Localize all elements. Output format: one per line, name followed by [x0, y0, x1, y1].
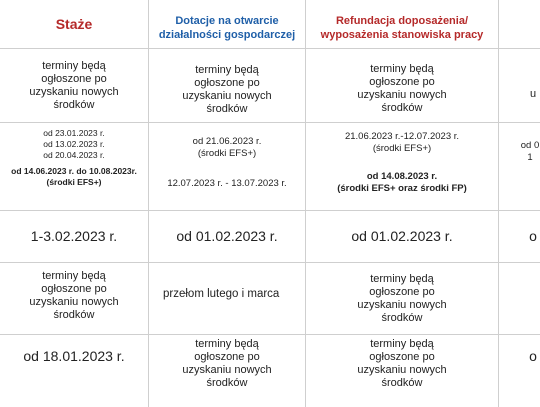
- cell-line: ogłoszone po: [369, 76, 435, 88]
- cell-line: ogłoszone po: [41, 283, 107, 295]
- row-divider: [0, 48, 540, 49]
- cell-line: środków: [206, 377, 248, 389]
- table-cell: [149, 136, 305, 190]
- cell-line: ogłoszone po: [41, 73, 107, 85]
- header-dotacje-line1: Dotacje na otwarcie: [175, 15, 279, 27]
- cell-line: terminy będą: [42, 270, 106, 282]
- column-divider: [498, 0, 499, 407]
- cell-line: środków: [206, 103, 248, 115]
- table-cell-partial: [526, 88, 540, 101]
- cell-line: od 18.01.2023 r.: [23, 348, 125, 364]
- table-cell: [0, 270, 148, 322]
- row-divider: [0, 210, 540, 211]
- table-cell: [0, 348, 148, 364]
- cell-line: od 21.06.2023 r.: [192, 136, 262, 147]
- cell-line: od 20.04.2023 r.: [43, 150, 105, 160]
- cell-line: uzyskaniu nowych: [29, 296, 119, 308]
- cell-line: uzyskaniu nowych: [357, 364, 447, 376]
- table-cell: [306, 63, 498, 115]
- cell-line: przełom lutego i marca: [163, 288, 280, 300]
- cell-line: terminy będą: [195, 338, 259, 350]
- cell-line: ogłoszone po: [369, 286, 435, 298]
- table-cell-partial: [526, 228, 540, 244]
- table-cell: [306, 228, 498, 244]
- cell-line: środków: [381, 102, 423, 114]
- cell-line: u: [529, 88, 537, 100]
- table-cell: [149, 64, 305, 116]
- header-refundacja-line2: wyposażenia stanowiska pracy: [320, 29, 484, 41]
- cell-line: środków: [381, 312, 423, 324]
- table-cell: [163, 288, 305, 301]
- cell-line: 1: [527, 152, 533, 163]
- table-cell: [306, 131, 498, 195]
- table-cell: [0, 228, 148, 244]
- header-staze: [0, 17, 148, 31]
- cell-line: (środki EFS+ oraz środki FP): [337, 183, 467, 194]
- table-cell-partial: [526, 348, 540, 364]
- table-cell: [306, 338, 498, 390]
- cell-line: ogłoszone po: [194, 77, 260, 89]
- cell-line: środków: [381, 377, 423, 389]
- table-cell: [149, 338, 305, 390]
- cell-line: uzyskaniu nowych: [357, 299, 447, 311]
- cell-line: od 01.02.2023 r.: [176, 228, 278, 244]
- cell-line: (środki EFS+): [372, 143, 432, 154]
- cell-line: środków: [53, 309, 95, 321]
- cell-line: terminy będą: [42, 60, 106, 72]
- cell-line: o: [529, 228, 537, 244]
- cell-line: 12.07.2023 r. - 13.07.2023 r.: [167, 178, 287, 189]
- header-refundacja: [306, 14, 498, 42]
- cell-line: terminy będą: [370, 273, 434, 285]
- table-cell: [149, 228, 305, 244]
- cell-line: od 23.01.2023 r.: [43, 128, 105, 138]
- header-refundacja-line1: Refundacja doposażenia/: [335, 15, 469, 27]
- cell-line: ogłoszone po: [194, 351, 260, 363]
- cell-line: ogłoszone po: [369, 351, 435, 363]
- cell-line: od 14.06.2023 r. do 10.08.2023r.: [11, 166, 137, 176]
- cell-line: terminy będą: [195, 64, 259, 76]
- cell-line: od 14.08.2023 r.: [366, 171, 438, 182]
- cell-line: o: [529, 348, 537, 364]
- cell-line: terminy będą: [370, 63, 434, 75]
- table-cell: [0, 128, 148, 188]
- header-dotacje: [149, 14, 305, 42]
- cell-line: uzyskaniu nowych: [357, 89, 447, 101]
- table-cell: [306, 273, 498, 325]
- cell-line: (środki EFS+): [197, 148, 257, 159]
- header-staze-text: Staże: [55, 16, 93, 32]
- cell-line: terminy będą: [370, 338, 434, 350]
- cell-line: od 01.02.2023 r.: [351, 228, 453, 244]
- cell-line: uzyskaniu nowych: [182, 90, 272, 102]
- cell-line: 21.06.2023 r.-12.07.2023 r.: [344, 131, 460, 142]
- row-divider: [0, 262, 540, 263]
- row-divider: [0, 334, 540, 335]
- cell-line: od 13.02.2023 r.: [43, 139, 105, 149]
- table-cell-partial: [520, 140, 540, 164]
- cell-line: od 0: [520, 140, 540, 151]
- header-dotacje-line2: działalności gospodarczej: [158, 29, 296, 41]
- cell-line: 1-3.02.2023 r.: [30, 228, 118, 244]
- cell-line: (środki EFS+): [46, 177, 102, 187]
- cell-line: uzyskaniu nowych: [29, 86, 119, 98]
- cell-line: uzyskaniu nowych: [182, 364, 272, 376]
- row-divider: [0, 122, 540, 123]
- cell-line: środków: [53, 99, 95, 111]
- table-cell: [0, 60, 148, 112]
